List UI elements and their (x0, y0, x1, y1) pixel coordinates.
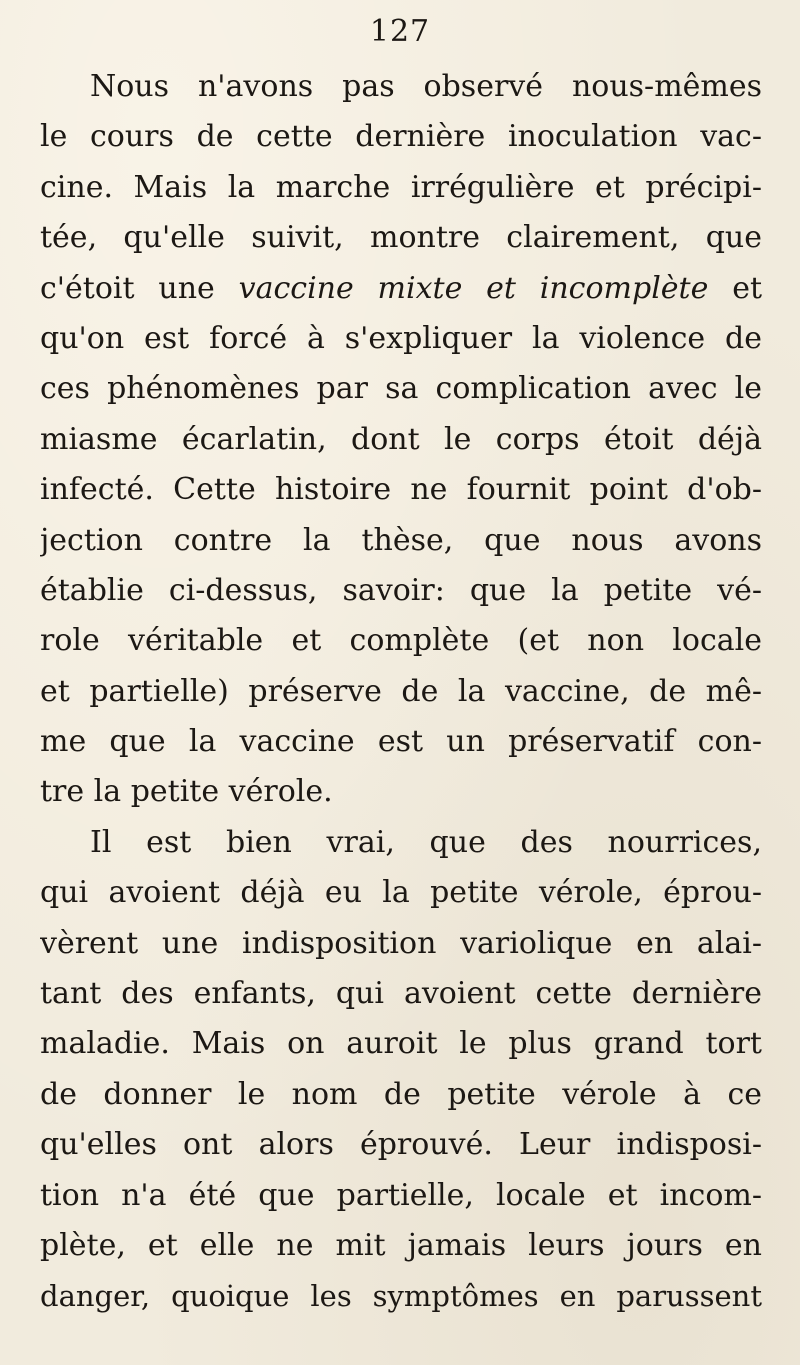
text-line-24: plète, et elle ne mit jamais leurs jours en (40, 1227, 762, 1263)
text-line-10: jection contre la thèse, que nous avons (40, 522, 762, 558)
text-line-5-end: et (732, 270, 762, 306)
text-line-5 (40, 264, 762, 314)
text-line-22: qu'elles ont alors éprouvé. Leur indisposi- (40, 1127, 762, 1163)
text-line-15: tre la petite vérole. (40, 774, 333, 810)
text-line-7: ces phénomènes par sa complication avec le (40, 371, 762, 407)
text-line-18: vèrent une indisposition variolique en alai- (40, 925, 762, 961)
text-line-20: maladie. Mais on auroit le plus grand tort (40, 1026, 762, 1062)
italic-phrase: vaccine mixte et incomplète (238, 270, 709, 306)
text-line-4: tée, qu'elle suivit, montre clairement, que (40, 220, 762, 256)
text-line-5-start: c'étoit une (40, 270, 215, 306)
text-line-11: établie ci-dessus, savoir: que la petite vé- (40, 572, 762, 608)
page-text (40, 62, 762, 1322)
text-line-3: cine. Mais la marche irrégulière et précipi- (40, 169, 762, 205)
text-line-25: danger, quoique les symptômes en parussent (40, 1279, 762, 1314)
text-line-1: Nous n'avons pas observé nous-mêmes (90, 69, 762, 104)
text-line-14: me que la vaccine est un préservatif con- (40, 724, 762, 760)
text-line-19: tant des enfants, qui avoient cette dernière (40, 976, 762, 1012)
page-number: 127 (369, 14, 431, 49)
text-line-23: tion n'a été que partielle, locale et incom- (40, 1177, 762, 1213)
text-line-8: miasme écarlatin, dont le corps étoit déjà (40, 421, 762, 457)
text-line-2: le cours de cette dernière inoculation vac- (40, 119, 762, 155)
text-line-16: Il est bien vrai, que des nourrices, (90, 824, 762, 860)
text-line-17: qui avoient déjà eu la petite vérole, éprou- (40, 875, 762, 911)
text-line-21: de donner le nom de petite vérole à ce (40, 1076, 762, 1112)
text-line-6: qu'on est forcé à s'expliquer la violence de (40, 320, 762, 356)
text-line-13: et partielle) préserve de la vaccine, de mê- (40, 673, 762, 709)
text-line-12: role véritable et complète (et non locale (40, 623, 762, 659)
text-line-9: infecté. Cette histoire ne fournit point d'ob- (40, 472, 762, 508)
